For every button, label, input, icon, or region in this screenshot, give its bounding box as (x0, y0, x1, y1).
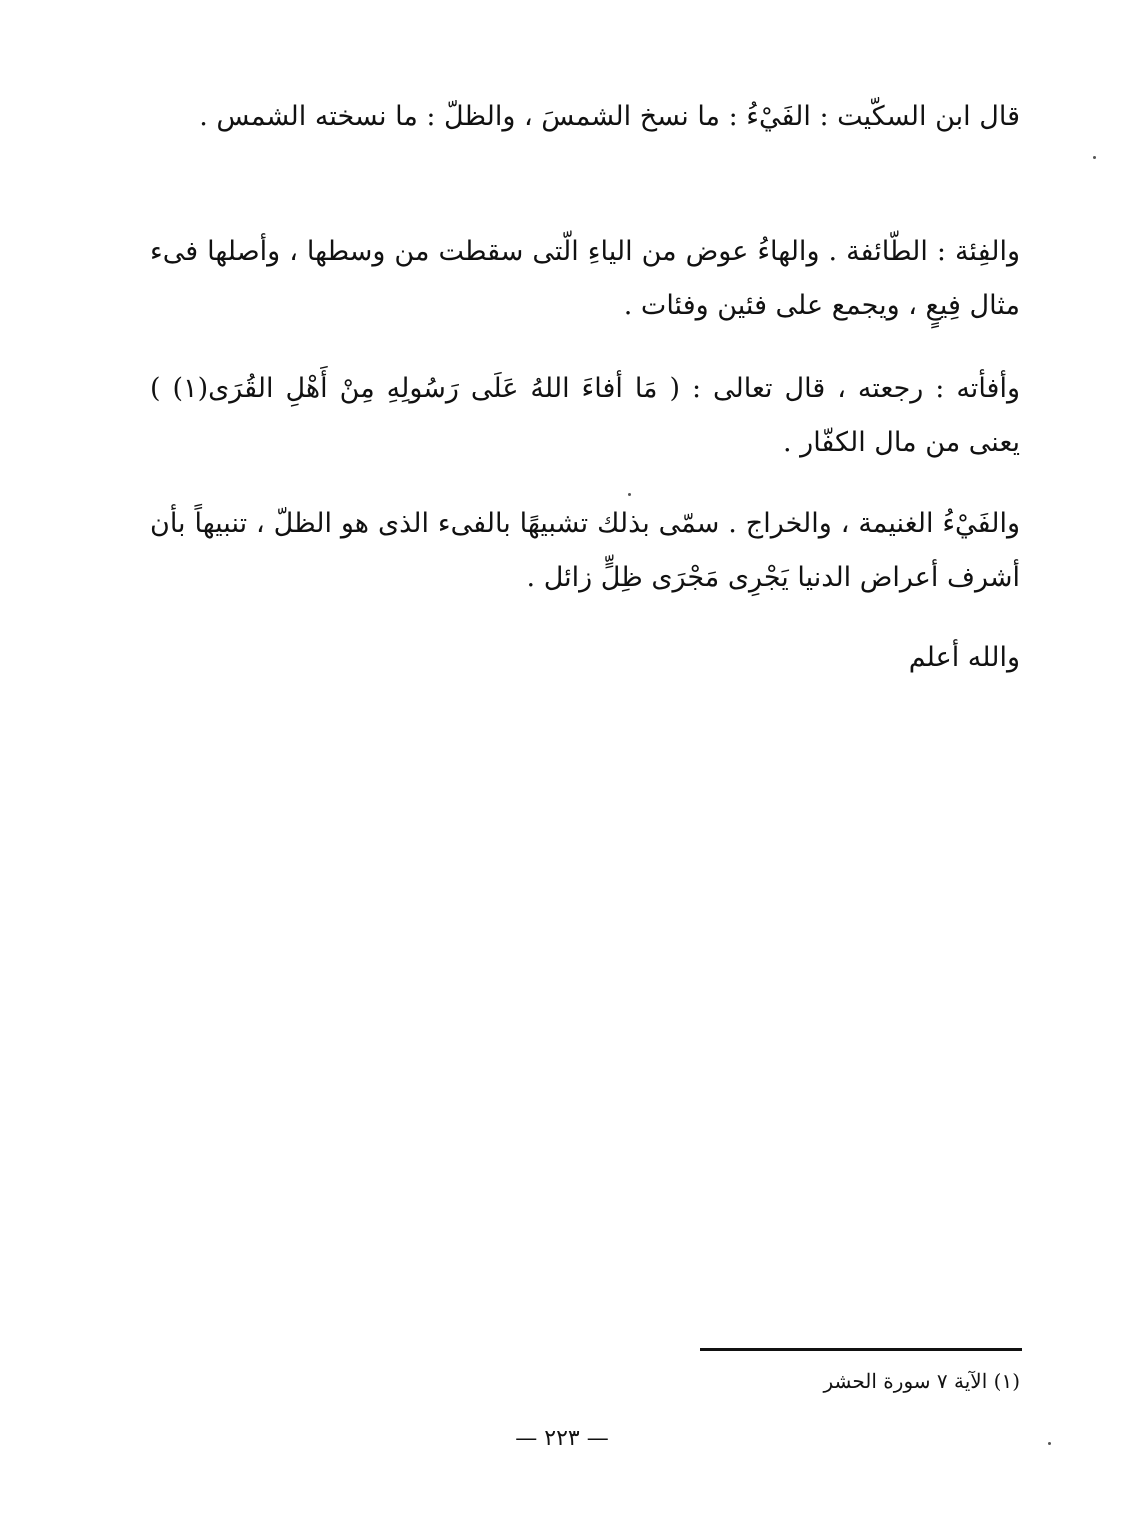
footnote: (١) الآية ٧ سورة الحشر (823, 1369, 1020, 1393)
scan-speck (1048, 1442, 1051, 1445)
page-number: — ٢٢٣ — (515, 1426, 609, 1451)
paragraph-text: قال ابن السكّيت : الفَيْءُ : ما نسخ الشمسَ ، والظلّ : ما نسخته الشمس . (199, 101, 1020, 132)
body-paragraph (150, 497, 1020, 605)
scan-speck (1093, 156, 1096, 159)
scan-speck (628, 493, 631, 496)
footnote-divider (700, 1348, 1022, 1351)
body-paragraph (150, 90, 1020, 144)
paragraph-text: والفِئة : الطّائفة . والهاءُ عوض من الياءِ الّتى سقطت من وسطها ، وأصلها فىء مثال فِيعٍ ، ويجمع على فئين وفئات . (150, 236, 1021, 321)
paragraph-text: والفَيْءُ الغنيمة ، والخراج . سمّى بذلك تشبيهًا بالفىء الذى هو الظلّ ، تنبيهاً بأن أشرف أعراض الدنيا يَجْرِى مَجْرَى ظِلٍّ زائل . (150, 508, 1020, 593)
paragraph-text: وأفأته : رجعته ، قال تعالى : ( مَا أفاءَ اللهُ عَلَى رَسُولِهِ مِنْ أَهْلِ القُرَى(١) ) يعنى من مال الكفّار . (150, 373, 1020, 458)
body-paragraph (150, 362, 1020, 470)
closing-line (150, 631, 1020, 685)
paragraph-text: والله أعلم (908, 642, 1020, 673)
body-paragraph (150, 225, 1020, 333)
